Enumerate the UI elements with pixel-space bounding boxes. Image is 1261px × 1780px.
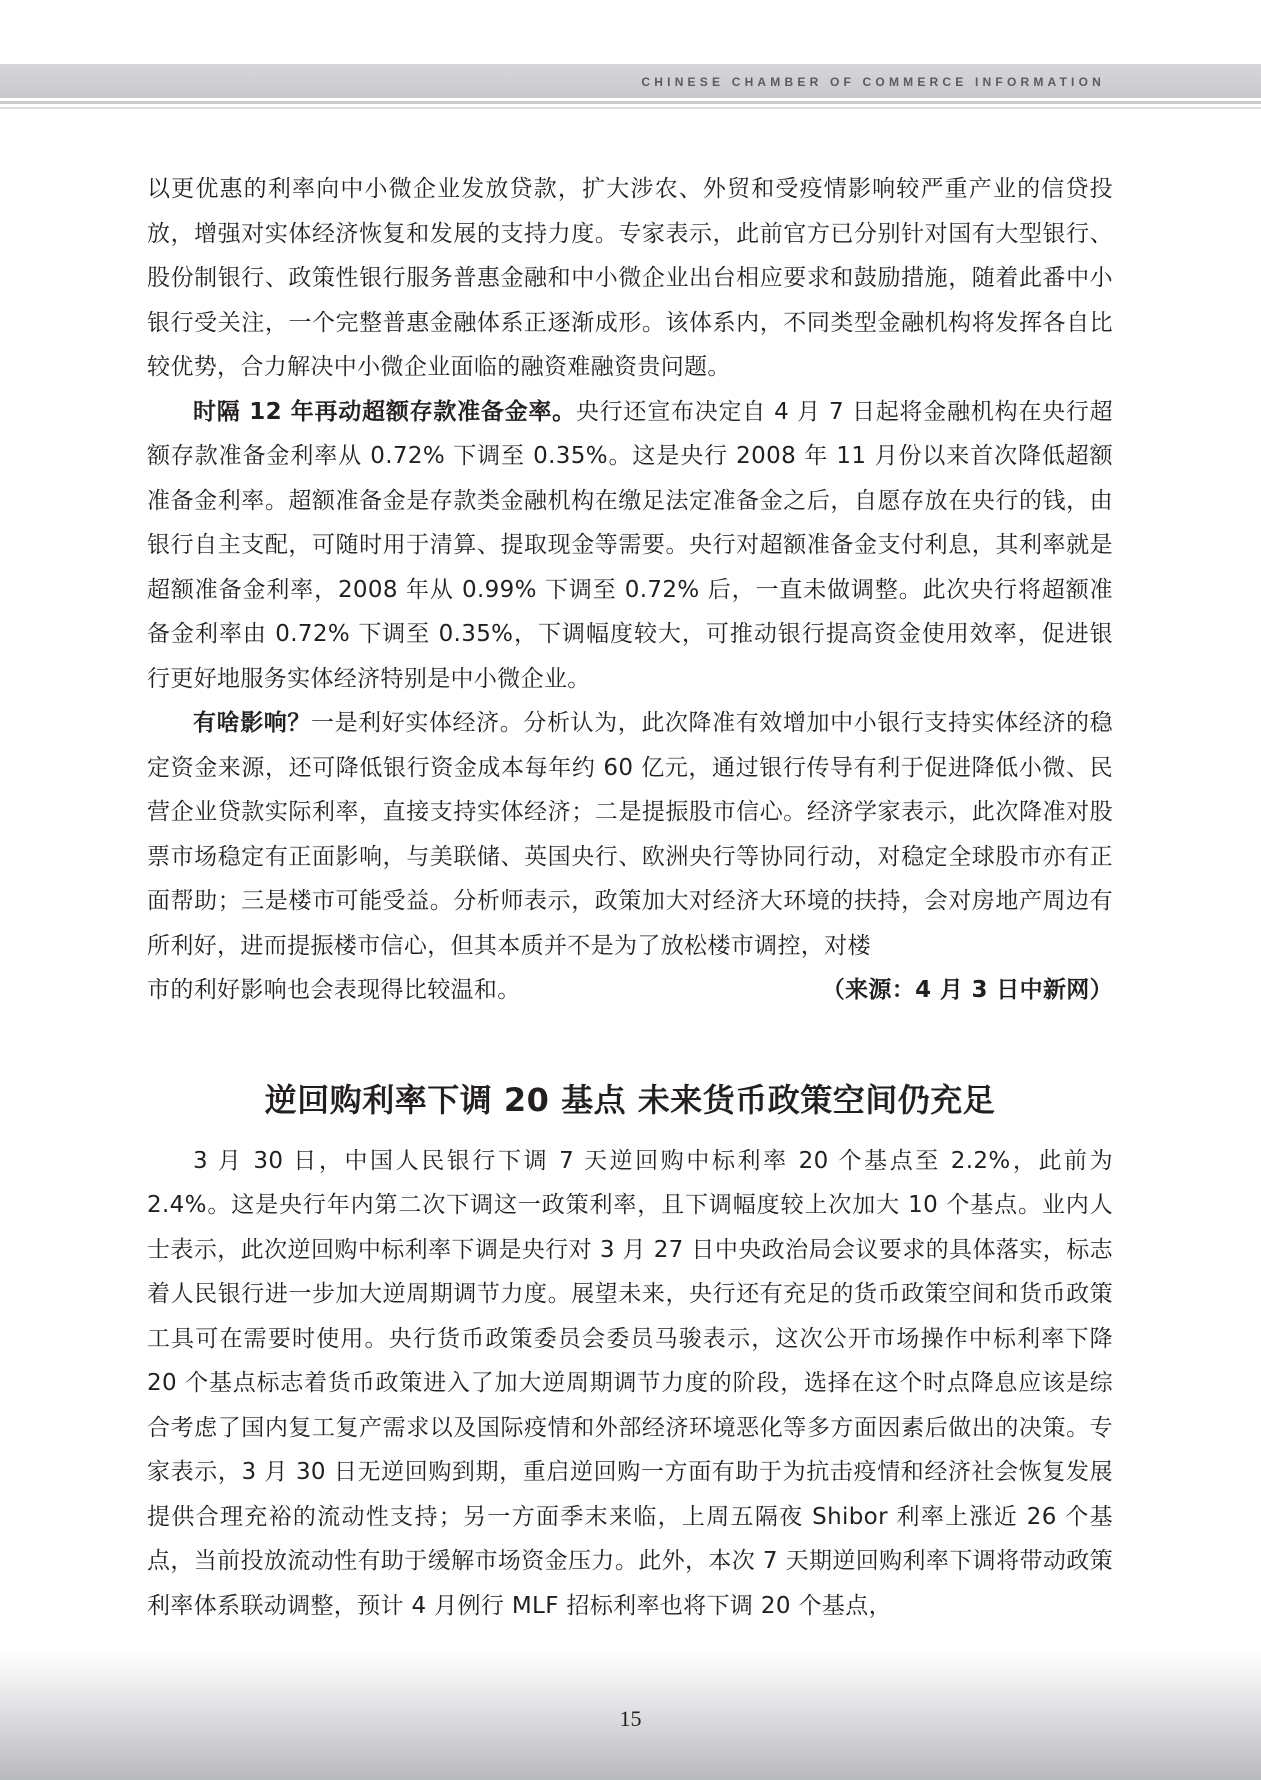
paragraph-lead: 时隔 12 年再动超额存款准备金率。 — [193, 398, 576, 425]
article-body: 3 月 30 日，中国人民银行下调 7 天逆回购中标利率 20 个基点至 2.2%，此前为 2.4%。这是央行年内第二次下调这一政策利率，且下调幅度较上次加大 10 个基点。业内人士表示，此次逆回购中标利率下调是央行对 3 月 27 日中央政治局会议要求的具体落实，标志着人民银行进一步加大逆周期调节力度。展望未来，央行还有充足的货币政策空间和货币政策工具可在需要时使用。央行货币政策委员会委员马骏表示，这次公开市场操作中标利率下降 20 个基点标志着货币政策进入了加大逆周期调节力度的阶段，选择在这个时点降息应该是综合考虑了国内复工复产需求以及国际疫情和外部经济环境恶化等多方面因素后做出的决策。专家表示，3 月 30 日无逆回购到期，重启逆回购一方面有助于为抗击疫情和经济社会恢复发展提供合理充裕的流动性支持；另一方面季末来临，上周五隔夜 Shibor 利率上涨近 26 个基点，当前投放流动性有助于缓解市场资金压力。此外，本次 7 天期逆回购利率下调将带动政策利率体系联动调整，预计 4 月例行 MLF 招标利率也将下调 20 个基点， — [147, 1147, 1113, 1619]
paragraph-impact — [147, 701, 1113, 968]
header-band — [0, 64, 1261, 98]
article-title: 逆回购利率下调 20 基点 未来货币政策空间仍充足 — [264, 1080, 996, 1119]
page-number: 15 — [619, 1706, 642, 1731]
source-citation: （来源：4 月 3 日中新网） — [821, 977, 1113, 1003]
paragraph-excess-reserve — [147, 390, 1113, 702]
header-rule-secondary — [0, 107, 1261, 109]
publication-name: CHINESE CHAMBER OF COMMERCE INFORMATION — [641, 75, 1105, 89]
paragraph-body: 一是利好实体经济。分析认为，此次降准有效增加中小银行支持实体经济的稳定资金来源，还可降低银行资金成本每年约 60 亿元，通过银行传导有利于促进降低小微、民营企业贷款实际利率，直接支持实体经济；二是提振股市信心。经济学家表示，此次降准对股票市场稳定有正面影响，与美联储、英国央行、欧洲央行等协同行动，对稳定全球股市亦有正面帮助；三是楼市可能受益。分析师表示，政策加大对经济大环境的扶持，会对房地产周边有所利好，进而提振楼市信心，但其本质并不是为了放松楼市调控，对楼 — [147, 710, 1113, 959]
paragraph-last-line: 市的利好影响也会表现得比较温和。 — [147, 977, 521, 1003]
page-content — [147, 167, 1113, 1628]
continued-paragraph: 以更优惠的利率向中小微企业发放贷款，扩大涉农、外贸和受疫情影响较严重产业的信贷投放，增强对实体经济恢复和发展的支持力度。专家表示，此前官方已分别针对国有大型银行、股份制银行、政策性银行服务普惠金融和中小微企业出台相应要求和鼓励措施，随着此番中小银行受关注，一个完整普惠金融体系正逐渐成形。该体系内，不同类型金融机构将发挥各自比较优势，合力解决中小微企业面临的融资难融资贵问题。 — [147, 176, 1113, 380]
impact-last-line — [147, 968, 1113, 1013]
header-rule — [0, 101, 1261, 104]
paragraph-lead: 有啥影响？ — [193, 710, 311, 736]
paragraph-body: 央行还宣布决定自 4 月 7 日起将金融机构在央行超额存款准备金利率从 0.72% 下调至 0.35%。这是央行 2008 年 11 月份以来首次降低超额准备金利率。超额准备金是存款类金融机构在缴足法定准备金之后，自愿存放在央行的钱，由银行自主支配，可随时用于清算、提取现金等需要。央行对超额准备金支付利息，其利率就是超额准备金利率，2008 年从 0.99% 下调至 0.72% 后，一直未做调整。此次央行将超额准备金利率由 0.72% 下调至 0.35%，下调幅度较大，可推动银行提高资金使用效率，促进银行更好地服务实体经济特别是中小微企业。 — [147, 398, 1113, 692]
